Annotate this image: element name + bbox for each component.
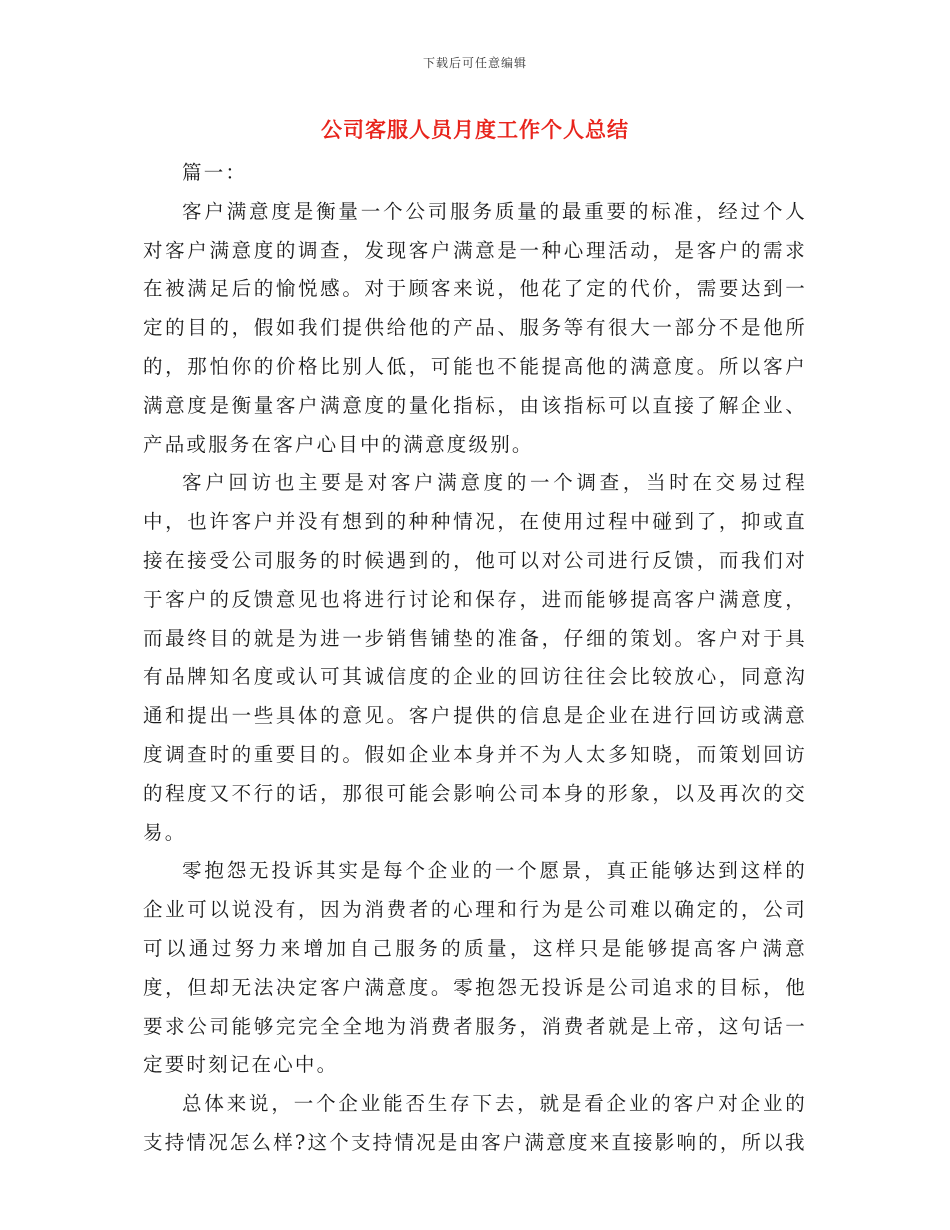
section-label: 篇一：	[182, 161, 248, 184]
paragraph-2: 客户回访也主要是对客户满意度的一个调查，当时在交易过程中，也许客户并没有想到的种种情况，在使用过程中碰到了，抑或直接在接受公司服务的时候遇到的，他可以对公司进行反馈，而我们对于客户的反馈意见也将进行讨论和保存，进而能够提高客户满意度，而最终目的就是为进一步销售铺垫的准备，仔细的策划。客户对于具有品牌知名度或认可其诚信度的企业的回访往往会比较放心，同意沟通和提出一些具体的意见。客户提供的信息是企业在进行回访或满意度调查时的重要目的。假如企业本身并不为人太多知晓，而策划回访的程度又不行的话，那很可能会影响公司本身的形象，以及再次的交易。	[143, 471, 807, 844]
paragraph-3: 零抱怨无投诉其实是每个企业的一个愿景，真正能够达到这样的企业可以说没有，因为消费者的心理和行为是公司难以确定的，公司可以通过努力来增加自己服务的质量，这样只是能够提高客户满意度，但却无法决定客户满意度。零抱怨无投诉是公司追求的目标，他要求公司能够完完全全地为消费者服务，消费者就是上帝，这句话一定要时刻记在心中。	[143, 859, 807, 1077]
paragraph-4: 总体来说，一个企业能否生存下去，就是看企业的客户对企业的支持情况怎么样?这个支持情况是由客户满意度来直接影响的，所以我	[143, 1092, 807, 1154]
paragraph-1: 客户满意度是衡量一个公司服务质量的最重要的标准，经过个人对客户满意度的调查，发现客户满意是一种心理活动，是客户的需求在被满足后的愉悦感。对于顾客来说，他花了定的代价，需要达到一定的目的，假如我们提供给他的产品、服务等有很大一部分不是他所的，那怕你的价格比别人低，可能也不能提高他的满意度。所以客户满意度是衡量客户满意度的量化指标，由该指标可以直接了解企业、产品或服务在客户心目中的满意度级别。	[143, 199, 807, 456]
header-note: 下载后可任意编辑	[422, 56, 527, 70]
document-title: 公司客服人员月度工作个人总结	[321, 117, 629, 142]
document-body	[143, 154, 807, 1163]
